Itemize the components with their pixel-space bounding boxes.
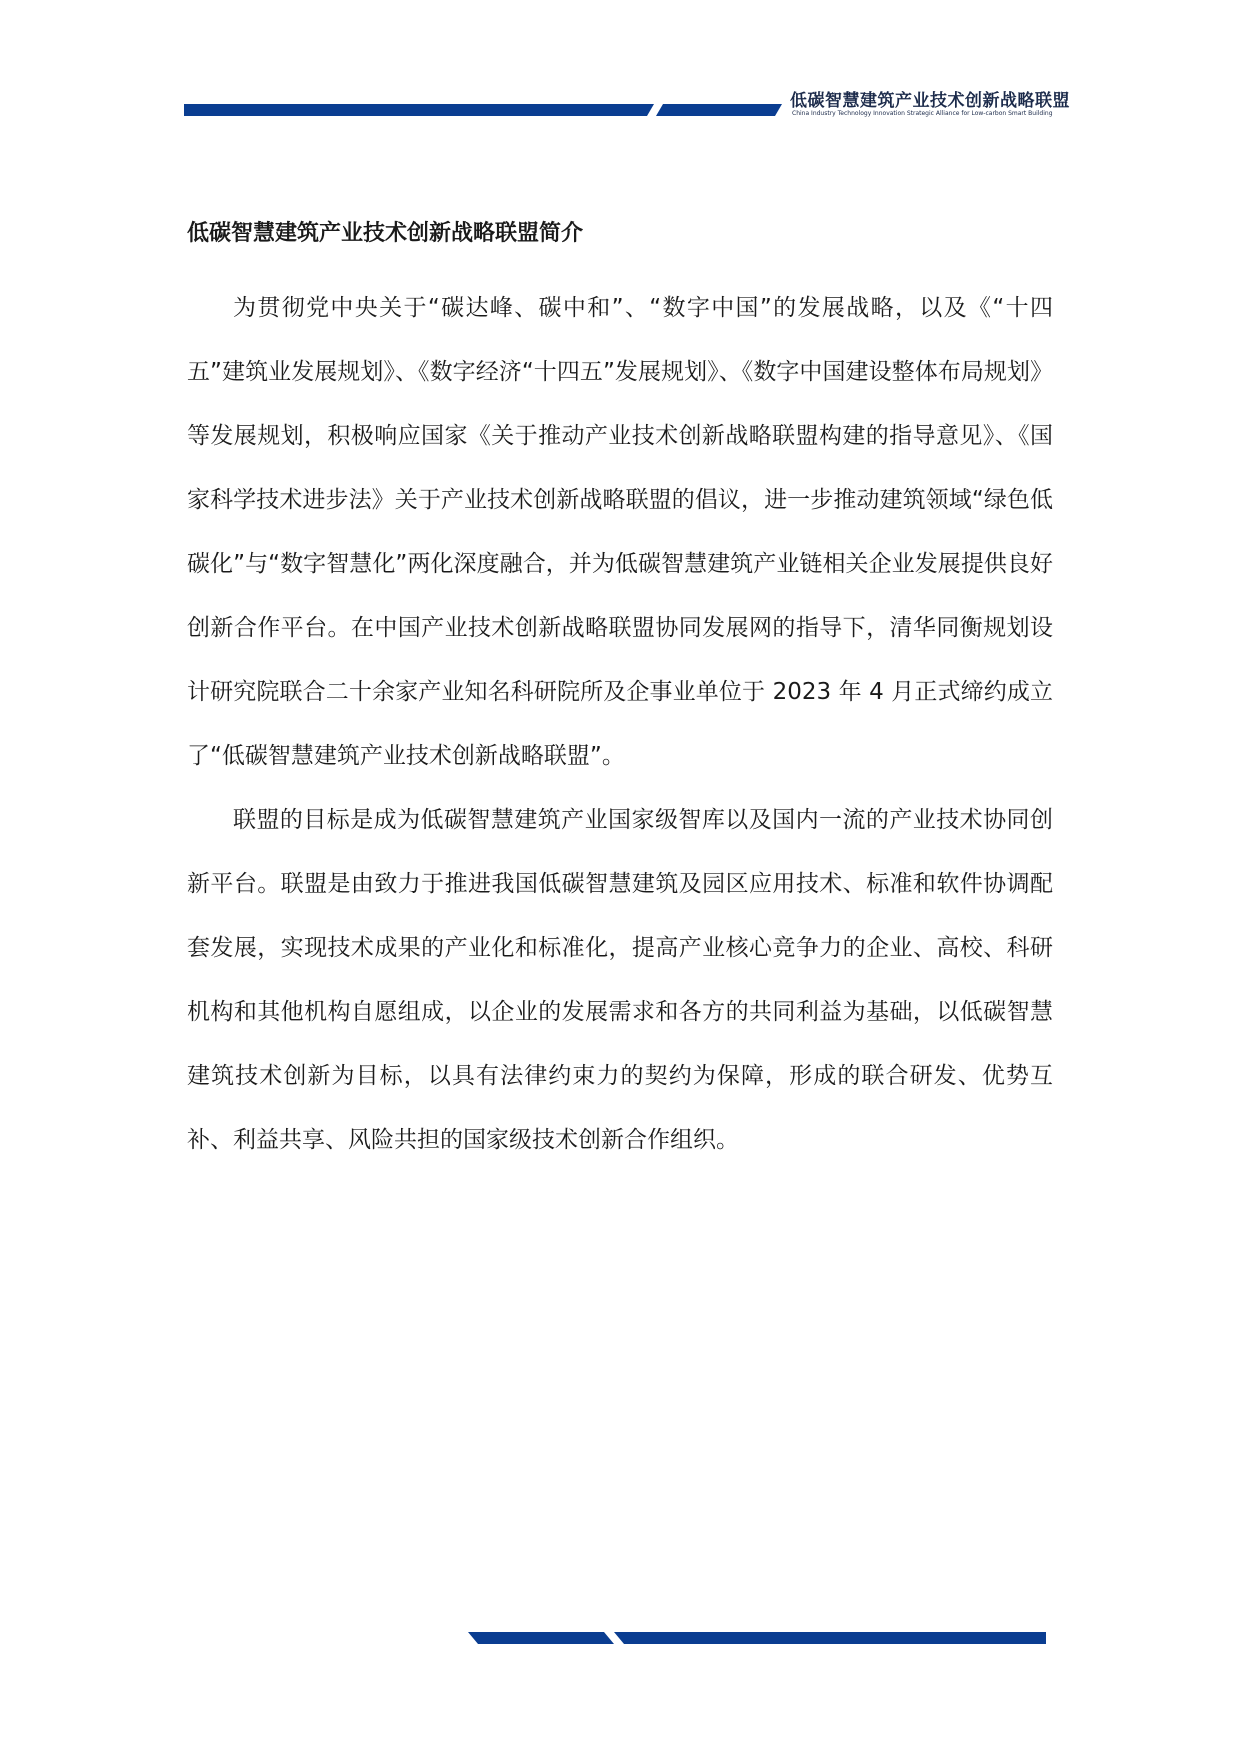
footer-decorative-bars: [0, 1620, 1241, 1650]
document-title: 低碳智慧建筑产业技术创新战略联盟简介: [187, 221, 584, 246]
footer-bar-right: [614, 1632, 1046, 1644]
document-body: [187, 212, 1053, 1172]
header-org-name: 低碳智慧建筑产业技术创新战略联盟: [790, 91, 1070, 111]
header-org-name-english: China Industry Technology Innovation Strategic Alliance for Low-carbon Smart Building: [792, 110, 1053, 117]
header-bar-left: [184, 104, 654, 116]
paragraph-1: 为贯彻党中央关于“碳达峰、碳中和”、“数字中国”的发展战略，以及《“十四五”建筑业发展规划》、《数字经济“十四五”发展规划》、《数字中国建设整体布局规划》等发展规划，积极响应国家《关于推动产业技术创新战略联盟构建的指导意见》、《国家科学技术进步法》关于产业技术创新战略联盟的倡议，进一步推动建筑领域“绿色低碳化”与“数字智慧化”两化深度融合，并为低碳智慧建筑产业链相关企业发展提供良好创新合作平台。在中国产业技术创新战略联盟协同发展网的指导下，清华同衡规划设计研究院联合二十余家产业知名科研院所及企事业单位于 2023 年 4 月正式缔约成立了“低碳智慧建筑产业技术创新战略联盟”。: [187, 295, 1053, 769]
paragraph-2: 联盟的目标是成为低碳智慧建筑产业国家级智库以及国内一流的产业技术协同创新平台。联盟是由致力于推进我国低碳智慧建筑及园区应用技术、标准和软件协调配套发展，实现技术成果的产业化和标准化，提高产业核心竞争力的企业、高校、科研机构和其他机构自愿组成，以企业的发展需求和各方的共同利益为基础，以低碳智慧建筑技术创新为目标，以具有法律约束力的契约为保障，形成的联合研发、优势互补、利益共享、风险共担的国家级技术创新合作组织。: [187, 807, 1053, 1153]
footer-bar-left: [468, 1632, 614, 1644]
header-bar-right: [656, 104, 782, 116]
